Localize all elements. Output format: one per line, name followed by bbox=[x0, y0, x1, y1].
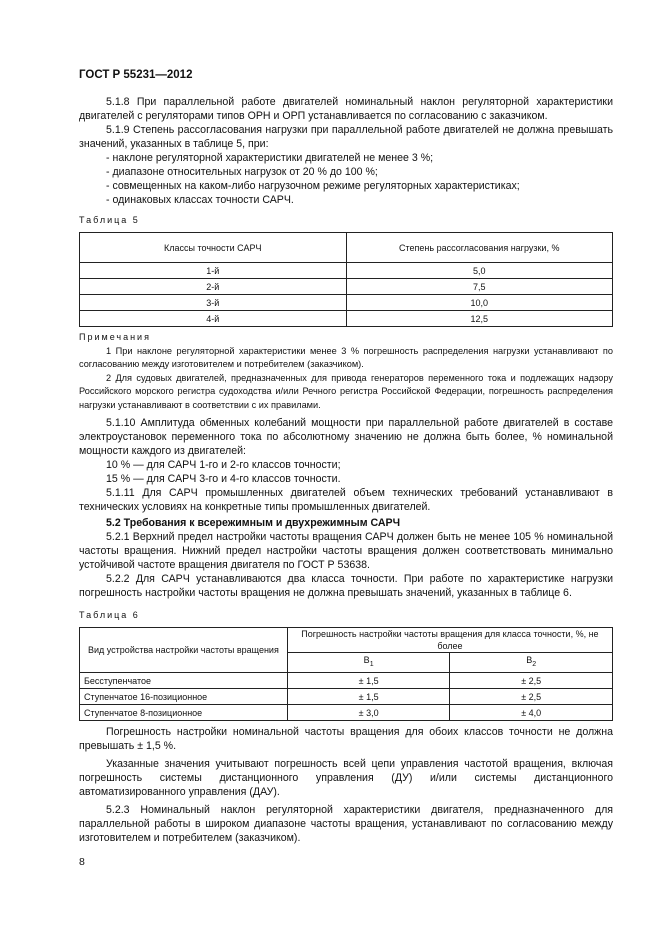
table-cell: 3-й bbox=[80, 295, 347, 311]
table-row bbox=[80, 705, 613, 721]
table-cell: 2-й bbox=[80, 279, 347, 295]
table-row bbox=[80, 689, 613, 705]
table-header: Вид устройства настройки частоты вращения bbox=[80, 628, 288, 673]
table-row bbox=[80, 311, 613, 327]
notes-title: Примечания bbox=[79, 332, 151, 342]
table-header: Классы точности САРЧ bbox=[80, 233, 347, 263]
table-header-b1: $В_1$ bbox=[287, 653, 450, 673]
table-cell: ± 2,5 bbox=[450, 689, 613, 705]
list-item: - совмещенных на каком-либо нагрузочном режиме регуляторных характеристиках; bbox=[106, 180, 520, 192]
table-cell: ± 1,5 bbox=[287, 689, 450, 705]
section-5-2-tail bbox=[79, 725, 613, 845]
table-row bbox=[80, 295, 613, 311]
table-cell: ± 4,0 bbox=[450, 705, 613, 721]
document-header: ГОСТ Р 55231—2012 bbox=[79, 69, 193, 81]
table-cell: ± 3,0 bbox=[287, 705, 450, 721]
paragraph-5-1-9: 5.1.9 Степень рассогласования нагрузки при параллельной работе двигателей не должна превышать значений, указанных в таблице 5, при: bbox=[79, 124, 613, 150]
table-cell: 12,5 bbox=[346, 311, 613, 327]
list-item: 10 % — для САРЧ 1-го и 2-го классов точности; bbox=[106, 459, 341, 471]
section-5-1-8-9 bbox=[79, 95, 613, 207]
list-item: - одинаковых классах точности САРЧ. bbox=[106, 194, 294, 206]
paragraph-error: Погрешность настройки номинальной частоты вращения для обоих классов точности не должна превышать ± 1,5 %. bbox=[79, 726, 613, 752]
paragraph-5-2-2: 5.2.2 Для САРЧ устанавливаются два класса точности. При работе по характеристике нагрузки погрешность настройки частоты вращения не должна превышать значений, указанных в таблице 6. bbox=[79, 573, 613, 599]
list-item: - диапазоне относительных нагрузок от 20 % до 100 %; bbox=[106, 166, 378, 178]
list-item: 15 % — для САРЧ 3-го и 4-го классов точности. bbox=[106, 473, 341, 485]
table-cell: Ступенчатое 8-позиционное bbox=[80, 705, 288, 721]
table-6 bbox=[79, 627, 613, 721]
table-cell: ± 2,5 bbox=[450, 673, 613, 689]
table-header-b2: $В_2$ bbox=[450, 653, 613, 673]
table-cell: 4-й bbox=[80, 311, 347, 327]
table-cell: Ступенчатое 16-позиционное bbox=[80, 689, 288, 705]
table-cell: 7,5 bbox=[346, 279, 613, 295]
paragraph-values: Указанные значения учитывают погрешность всей цепи управления частотой вращения, включая погрешность системы дистанционного управления (ДУ) и/или системы дистанционного автоматизированного управления (ДАУ). bbox=[79, 758, 613, 798]
table-cell: 5,0 bbox=[346, 263, 613, 279]
paragraph-5-2-3: 5.2.3 Номинальный наклон регуляторной характеристики двигателя, предназначенного для параллельной работы в широком диапазоне частоты вращения, устанавливают по согласованию между изготовителем и потребителем (заказчиком). bbox=[79, 804, 613, 844]
paragraph-5-1-10: 5.1.10 Амплитуда обменных колебаний мощности при параллельной работе двигателей в составе электроустановок переменного тока по абсолютному значению не должна быть более, % номинальной мощности каждого из двигателей: bbox=[79, 417, 613, 457]
table-cell: ± 1,5 bbox=[287, 673, 450, 689]
list-item: - наклоне регуляторной характеристики двигателей не менее 3 %; bbox=[106, 152, 434, 164]
paragraph-5-1-11: 5.1.11 Для САРЧ промышленных двигателей объем технических требований устанавливают в технических условиях на конкретные типы промышленных двигателей. bbox=[79, 487, 613, 513]
notes bbox=[79, 331, 613, 412]
table-row bbox=[80, 673, 613, 689]
section-heading-5-2: 5.2 Требования к всережимным и двухрежимным САРЧ bbox=[106, 517, 401, 529]
table-cell: 10,0 bbox=[346, 295, 613, 311]
table-6-caption: Таблица 6 bbox=[79, 610, 140, 620]
table-cell: 1-й bbox=[80, 263, 347, 279]
note-2: 2 Для судовых двигателей, предназначенных для привода генераторов переменного тока и подлежащих надзору Российского морского регистра судоходства и/или Речного регистра Российской Федерации, погрешность распределения нагрузки устанавливают в соответствии с их правилами. bbox=[79, 372, 613, 410]
table-5-caption: Таблица 5 bbox=[79, 215, 140, 225]
table-row bbox=[80, 279, 613, 295]
paragraph-5-2-1: 5.2.1 Верхний предел настройки частоты вращения САРЧ должен быть не менее 105 % номинальной частоты вращения. Нижний предел настройки частоты вращения должен соответствовать минимально устойчивой частоте вращения двигателя по ГОСТ Р 53638. bbox=[79, 531, 613, 571]
table-row bbox=[80, 263, 613, 279]
paragraph-5-1-8: 5.1.8 При параллельной работе двигателей номинальный наклон регуляторной характеристики двигателей с регуляторами типов ОРН и ОРП устанавливается по согласованию с заказчиком. bbox=[79, 96, 613, 122]
page-number: 8 bbox=[79, 856, 85, 868]
table-5 bbox=[79, 232, 613, 327]
note-1: 1 При наклоне регуляторной характеристики менее 3 % погрешность распределения нагрузки устанавливают по согласованию между изготовителем и потребителем (заказчиком). bbox=[79, 345, 613, 369]
table-cell: Бесступенчатое bbox=[80, 673, 288, 689]
section-5-1-10 bbox=[79, 416, 613, 600]
table-header: Степень рассогласования нагрузки, % bbox=[346, 233, 613, 263]
table-header: Погрешность настройки частоты вращения для класса точности, %, не более bbox=[287, 628, 612, 653]
